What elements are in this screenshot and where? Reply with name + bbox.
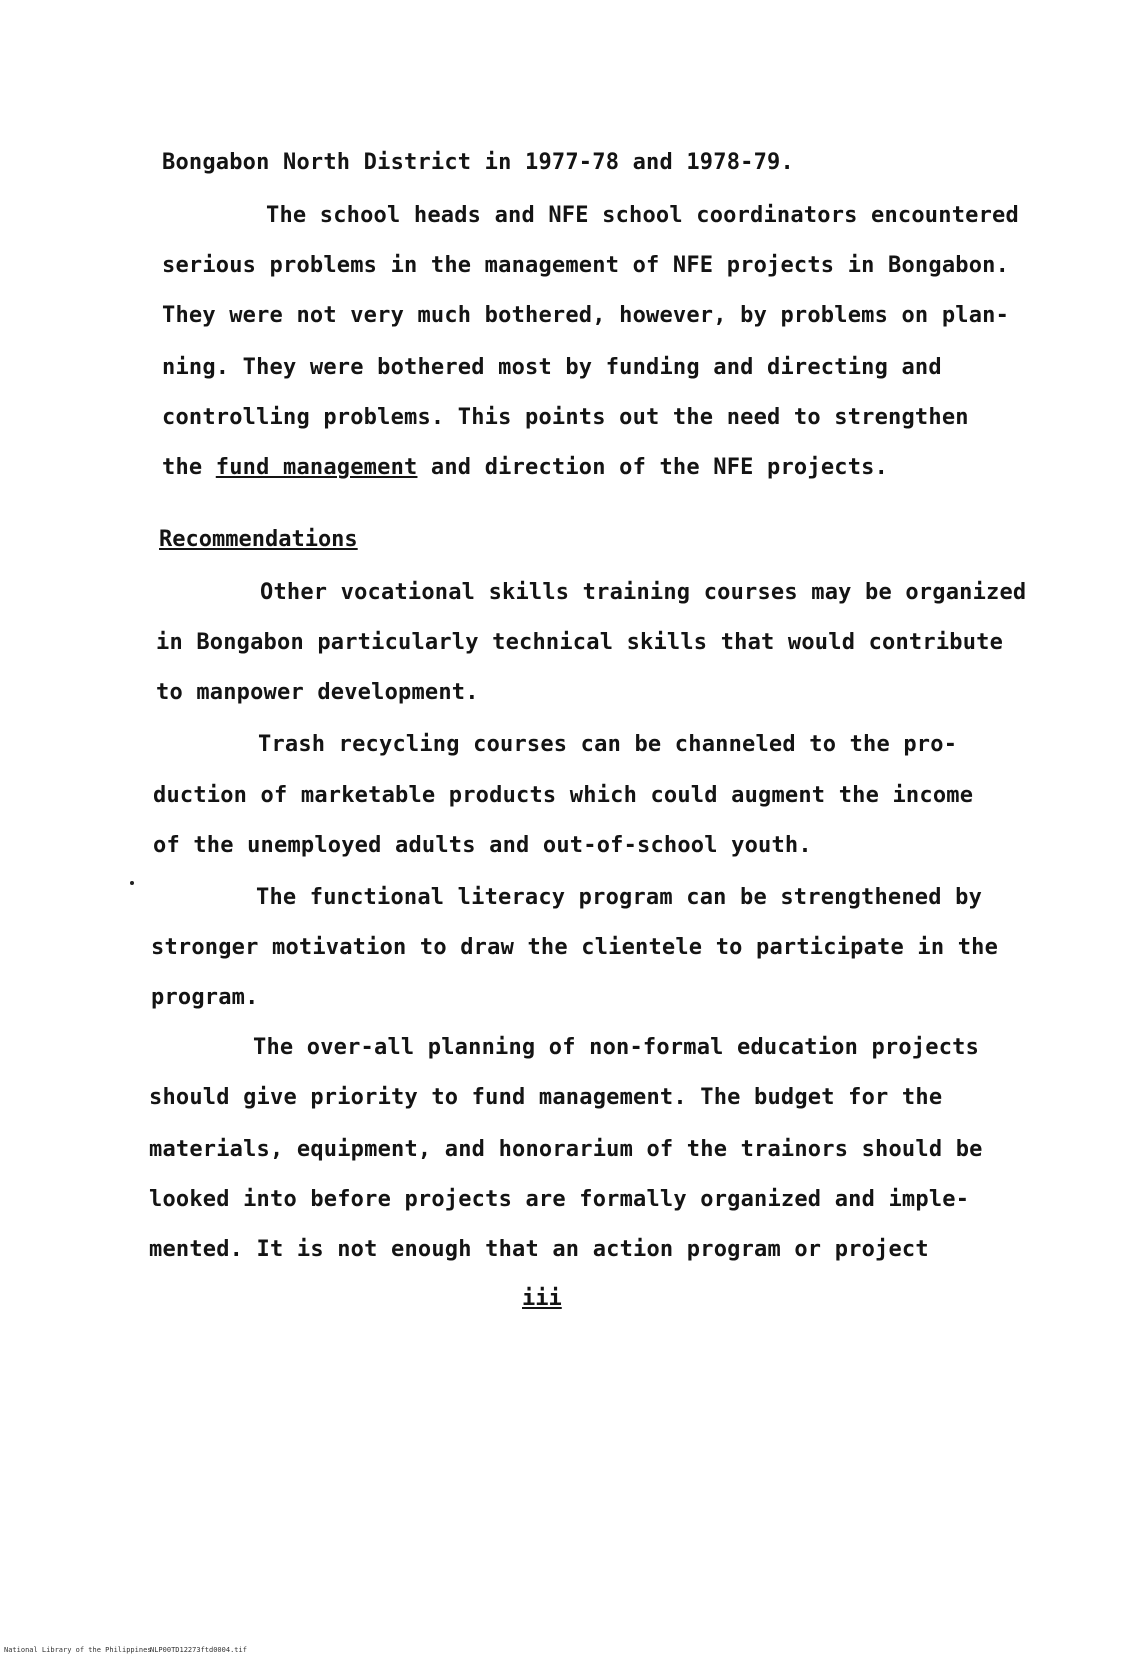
text-line: They were not very much bothered, however, by problems on plan- [162,303,1010,328]
scan-speck [130,881,134,885]
text-line: ning. They were bothered most by funding and directing and [162,355,942,380]
text-line: controlling problems. This points out the need to strengthen [162,405,969,430]
footer-library: National Library of the Philippines [4,1646,152,1654]
text-line: mented. It is not enough that an action program or project [149,1237,929,1262]
text-line: Trash recycling courses can be channeled to the pro- [258,732,958,757]
text-line: The over-all planning of non-formal education projects [253,1035,980,1060]
text-line: The functional literacy program can be strengthened by [256,885,983,910]
text-line: The school heads and NFE school coordinators encountered [266,203,1019,228]
text-line: duction of marketable products which could augment the income [153,783,974,808]
text-line [162,455,888,480]
text-line: to manpower development. [156,680,479,705]
text-fragment: and direction of the NFE projects. [417,455,889,480]
text-line: Bongabon North District in 1977-78 and 1978-79. [162,150,794,175]
text-line: should give priority to fund management. The budget for the [149,1085,943,1110]
page-number: iii [522,1286,562,1311]
text-line: looked into before projects are formally organized and imple- [149,1187,970,1212]
text-line: serious problems in the management of NFE projects in Bongabon. [162,253,1010,278]
section-heading: Recommendations [159,527,358,552]
text-line: in Bongabon particularly technical skills that would contribute [156,630,1004,655]
text-line: materials, equipment, and honorarium of the trainors should be [149,1137,983,1162]
text-line: stronger motivation to draw the clientele to participate in the [151,935,999,960]
text-line: Other vocational skills training courses may be organized [260,580,1027,605]
underlined-phrase: fund management [215,455,418,480]
text-line: program. [151,985,259,1010]
footer-file-id: NLP00TD12273ftd0004.tif [150,1646,247,1654]
text-line: of the unemployed adults and out-of-school youth. [153,833,812,858]
text-fragment: the [162,455,216,480]
